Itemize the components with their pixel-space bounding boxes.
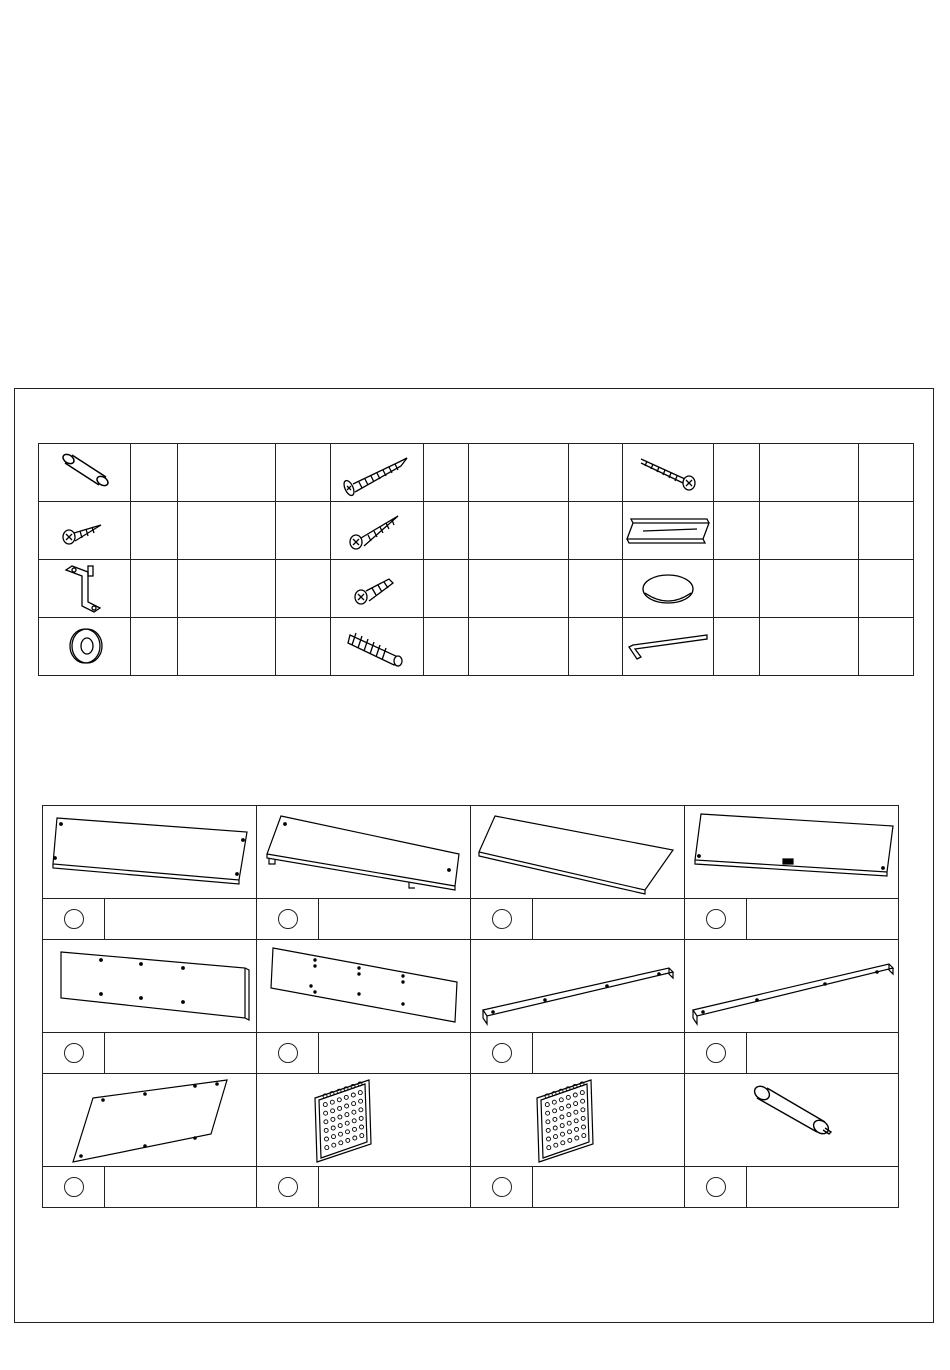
hardware-code (714, 444, 760, 502)
part-description (747, 1033, 899, 1074)
part-description (319, 1033, 471, 1074)
part-letter-circle (685, 1167, 747, 1208)
part-description (319, 1167, 471, 1208)
door-hole (331, 1126, 335, 1130)
part-description (105, 899, 257, 940)
part-description (533, 899, 685, 940)
hardware-quantity (569, 560, 623, 618)
door-hole (560, 1132, 564, 1136)
door-hole (359, 1116, 363, 1120)
wooden-block-icon (623, 502, 714, 560)
part-letter-circle (43, 1033, 105, 1074)
hardware-row (39, 502, 914, 560)
hardware-description (178, 444, 276, 502)
door-hole (323, 1103, 327, 1107)
door-hole (324, 1128, 328, 1132)
door-hole (581, 1134, 585, 1138)
door-hole (566, 1113, 570, 1117)
panel-with-edge-holes-icon (43, 806, 257, 899)
door-hole (330, 1117, 334, 1121)
door-hole (331, 1143, 335, 1147)
door-hole (580, 1108, 584, 1112)
hardware-code (714, 560, 760, 618)
part-letter-circle (257, 1033, 319, 1074)
door-hole (358, 1091, 362, 1095)
parts-image-row (43, 1074, 899, 1167)
hardware-row (39, 444, 914, 502)
door-hole (330, 1109, 334, 1113)
door-hole (351, 1110, 355, 1114)
parts-label-row (43, 1033, 899, 1074)
door-hole (573, 1102, 577, 1106)
door-hole (546, 1146, 550, 1150)
door-hole (566, 1104, 570, 1108)
part-letter-circle (257, 899, 319, 940)
hardware-row (39, 560, 914, 618)
door-hole (338, 1124, 342, 1128)
door-hole (545, 1120, 549, 1124)
door-hole (567, 1121, 571, 1125)
door-hole (574, 1119, 578, 1123)
hardware-code (424, 444, 469, 502)
door-hole (324, 1137, 328, 1141)
hardware-code (424, 560, 469, 618)
door-hole (560, 1124, 564, 1128)
door-hole (344, 1113, 348, 1117)
door-hole (330, 1100, 334, 1104)
hardware-description (469, 444, 569, 502)
door-hole (337, 1098, 341, 1102)
part-letter-circle (471, 1167, 533, 1208)
allen-key-icon (623, 618, 714, 676)
hardware-quantity (569, 502, 623, 560)
door-hole (573, 1110, 577, 1114)
parts-table (42, 805, 899, 1208)
panel-with-feet-icon (257, 806, 471, 899)
door-hole (358, 1099, 362, 1103)
door-hole (567, 1138, 571, 1142)
part-description (747, 1167, 899, 1208)
hardware-code (714, 502, 760, 560)
door-hole (344, 1095, 348, 1099)
door-hole (552, 1117, 556, 1121)
door-hole (559, 1098, 563, 1102)
side-panel-icon (43, 940, 257, 1033)
hardware-code (131, 618, 178, 676)
door-hole (574, 1136, 578, 1140)
hardware-code (131, 560, 178, 618)
bracket-icon (39, 560, 131, 618)
hardware-code (424, 502, 469, 560)
parts-label-row (43, 899, 899, 940)
part-description (747, 899, 899, 940)
drilled-side-panel-icon (257, 940, 471, 1033)
part-description (533, 1033, 685, 1074)
hardware-description (760, 502, 859, 560)
door-hole (345, 1130, 349, 1134)
hardware-description (469, 502, 569, 560)
medium-screw-icon (331, 502, 424, 560)
long-screw-icon (331, 444, 424, 502)
parts-label-row (43, 1167, 899, 1208)
door-hole (337, 1106, 341, 1110)
perforated-door-icon (471, 1074, 685, 1167)
hardware-row (39, 618, 914, 676)
door-hole (553, 1135, 557, 1139)
hardware-code (131, 502, 178, 560)
hardware-code (424, 618, 469, 676)
hardware-description (760, 444, 859, 502)
door-hole (338, 1132, 342, 1136)
door-hole (560, 1141, 564, 1145)
door-hole (574, 1127, 578, 1131)
hardware-description (178, 618, 276, 676)
door-hole (323, 1111, 327, 1115)
door-hole (553, 1143, 557, 1147)
wall-plug-icon (331, 618, 424, 676)
door-hole (580, 1091, 584, 1095)
hardware-quantity (276, 560, 331, 618)
hardware-code (714, 618, 760, 676)
hardware-quantity (859, 618, 914, 676)
door-hole (546, 1128, 550, 1132)
hardware-code (131, 444, 178, 502)
door-hole (581, 1125, 585, 1129)
door-hole (545, 1111, 549, 1115)
door-hole (352, 1119, 356, 1123)
door-hole (358, 1108, 362, 1112)
part-letter-circle (685, 899, 747, 940)
door-hole (573, 1093, 577, 1097)
hardware-description (178, 502, 276, 560)
door-hole (567, 1130, 571, 1134)
hardware-description (760, 618, 859, 676)
part-letter-circle (471, 1033, 533, 1074)
hardware-quantity (569, 618, 623, 676)
rail-icon (471, 940, 685, 1033)
hardware-quantity (859, 444, 914, 502)
back-board-icon (43, 1074, 257, 1167)
door-hole (351, 1093, 355, 1097)
part-description (105, 1033, 257, 1074)
door-hole (352, 1127, 356, 1131)
plain-shelf-panel-icon (471, 806, 685, 899)
hardware-quantity (859, 502, 914, 560)
perforated-door-icon (257, 1074, 471, 1167)
door-hole (559, 1106, 563, 1110)
door-hole (580, 1099, 584, 1103)
door-hole (337, 1115, 341, 1119)
hardware-quantity (276, 502, 331, 560)
washer-icon (39, 618, 131, 676)
rod-icon (685, 1074, 899, 1167)
door-hole (331, 1135, 335, 1139)
door-hole (351, 1102, 355, 1106)
hardware-table (38, 443, 914, 676)
rail-icon (685, 940, 899, 1033)
part-letter-circle (471, 899, 533, 940)
panel-with-lock-icon (685, 806, 899, 899)
hardware-quantity (276, 444, 331, 502)
hardware-description (469, 560, 569, 618)
door-hole (345, 1121, 349, 1125)
hardware-description (760, 560, 859, 618)
part-letter-circle (257, 1167, 319, 1208)
hardware-quantity (859, 560, 914, 618)
dowel-icon (39, 444, 131, 502)
door-hole (344, 1104, 348, 1108)
door-hole (552, 1109, 556, 1113)
parts-image-row (43, 940, 899, 1033)
door-hole (559, 1115, 563, 1119)
hardware-description (469, 618, 569, 676)
door-hole (359, 1125, 363, 1129)
part-description (105, 1167, 257, 1208)
part-description (319, 899, 471, 940)
short-screw-icon (39, 502, 131, 560)
door-hole (546, 1137, 550, 1141)
door-hole (359, 1134, 363, 1138)
hardware-quantity (569, 444, 623, 502)
hardware-description (178, 560, 276, 618)
part-letter-circle (685, 1033, 747, 1074)
door-hole (324, 1146, 328, 1150)
door-hole (352, 1136, 356, 1140)
felt-pad-icon (623, 560, 714, 618)
door-hole (566, 1095, 570, 1099)
part-letter-circle (43, 1167, 105, 1208)
door-hole (345, 1138, 349, 1142)
door-hole (552, 1100, 556, 1104)
parts-image-row (43, 806, 899, 899)
door-hole (553, 1126, 557, 1130)
door-hole (545, 1103, 549, 1107)
hardware-quantity (276, 618, 331, 676)
door-hole (338, 1141, 342, 1145)
stubby-screw-icon (331, 560, 424, 618)
door-hole (581, 1116, 585, 1120)
door-hole (323, 1120, 327, 1124)
part-description (533, 1167, 685, 1208)
part-letter-circle (43, 899, 105, 940)
wood-screw-icon (623, 444, 714, 502)
